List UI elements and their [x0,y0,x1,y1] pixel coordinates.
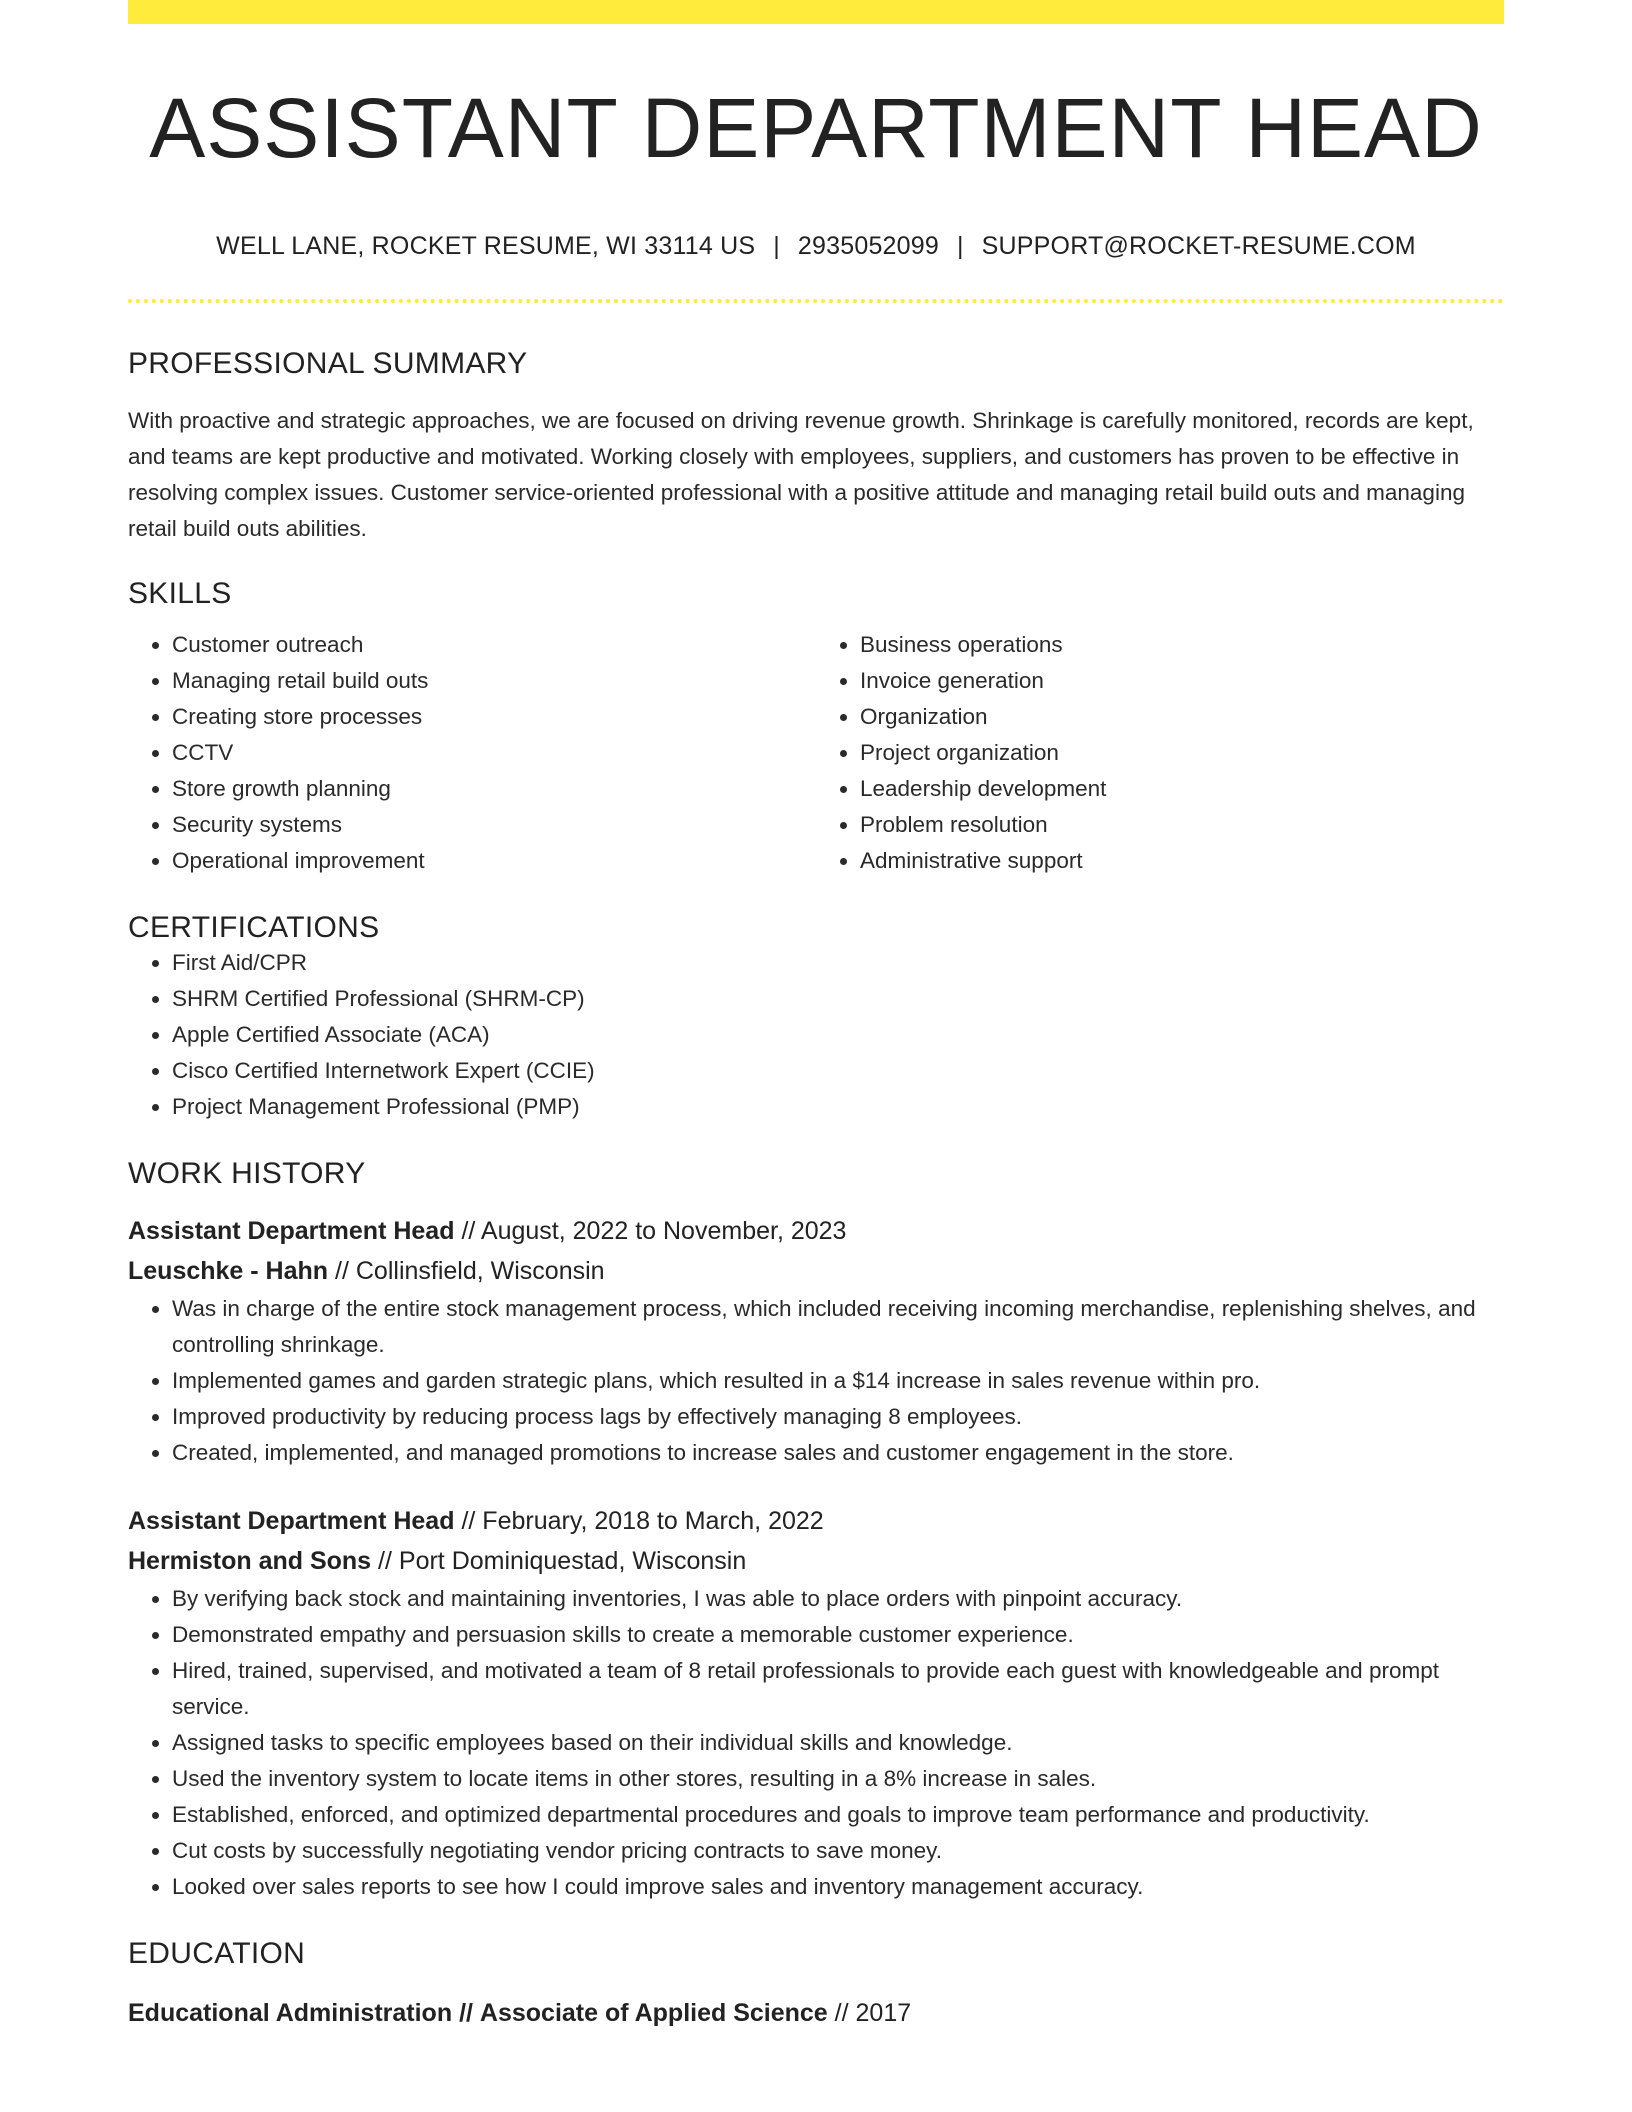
job-company: Leuschke - Hahn [128,1257,329,1286]
job-location: Collinsfield, Wisconsin [355,1257,605,1286]
skill-item: • Invoice generation [860,663,1504,699]
skill-item: • Business operations [860,627,1504,663]
resume-title: ASSISTANT DEPARTMENT HEAD [149,81,1483,175]
contact-phone: 2935052099 [797,232,939,261]
section-title-certifications: CERTIFICATIONS [128,911,380,945]
job-bullet: • Established, enforced, and optimized departmental procedures and goals to improve team performance and productivity. [172,1797,1504,1833]
skills-list-left [128,627,816,879]
job-bullets [128,1581,1504,1905]
job-role-line [128,1501,1504,1541]
certifications-list [128,945,1504,1125]
job-role: Assistant Department Head [128,1217,455,1246]
job-bullet: • Used the inventory system to locate items in other stores, resulting in a 8% increase in sales. [172,1761,1504,1797]
job-location: Port Dominiquestad, Wisconsin [398,1547,747,1576]
education-degree: Associate of Applied Science [479,1999,828,2028]
education-divider: // [834,1999,849,2028]
job-dates: February, 2018 to March, 2022 [482,1507,824,1536]
job-divider: // [335,1257,349,1286]
job-divider: // [378,1547,392,1576]
job-bullets [128,1291,1504,1471]
skill-item: • Customer outreach [172,627,816,663]
job-divider: // [461,1217,476,1246]
skill-item: • Security systems [172,807,816,843]
certification-item: • SHRM Certified Professional (SHRM-CP) [172,981,1504,1017]
contact-email: SUPPORT@ROCKET-RESUME.COM [981,232,1416,261]
job-bullet: • Improved productivity by reducing process lags by effectively managing 8 employees. [172,1399,1504,1435]
job-bullet: • Assigned tasks to specific employees based on their individual skills and knowledge. [172,1725,1504,1761]
certification-item: • First Aid/CPR [172,945,1504,981]
job-role: Assistant Department Head [128,1507,455,1536]
job-bullet: • Implemented games and garden strategic plans, which resulted in a $14 increase in sales revenue within pro. [172,1363,1504,1399]
skill-item: • Operational improvement [172,843,816,879]
skill-item: • Store growth planning [172,771,816,807]
skills-list-right [816,627,1504,879]
accent-top-bar [128,0,1504,24]
skill-item: • Organization [860,699,1504,735]
dotted-divider [128,299,1504,303]
job-bullet: • Was in charge of the entire stock management process, which included receiving incoming merchandise, replenishing shelves, and controlling shrinkage. [172,1291,1504,1363]
job-company: Hermiston and Sons [128,1547,372,1576]
skills-columns [128,627,1504,879]
job-bullet: • Looked over sales reports to see how I could improve sales and inventory management accuracy. [172,1869,1504,1905]
job-dates: August, 2022 to November, 2023 [480,1217,847,1246]
job-role-line [128,1211,1504,1251]
section-title-work-history: WORK HISTORY [128,1157,366,1191]
section-title-education: EDUCATION [128,1937,306,1971]
section-title-summary: PROFESSIONAL SUMMARY [128,347,528,381]
skill-item: • Administrative support [860,843,1504,879]
contact-separator: | [773,232,780,261]
certification-item: • Cisco Certified Internetwork Expert (CCIE) [172,1053,1504,1089]
skill-item: • Problem resolution [860,807,1504,843]
job-bullet: • Created, implemented, and managed promotions to increase sales and customer engagement in the store. [172,1435,1504,1471]
job-divider: // [461,1507,476,1536]
job-bullet: • By verifying back stock and maintaining inventories, I was able to place orders with pinpoint accuracy. [172,1581,1504,1617]
contact-address: WELL LANE, ROCKET RESUME, WI 33114 US [216,232,756,261]
job-company-line [128,1251,1504,1291]
job-entry [128,1211,1504,1471]
education-entry [128,1993,1504,2033]
job-bullet: • Demonstrated empathy and persuasion skills to create a memorable customer experience. [172,1617,1504,1653]
resume-page [128,0,1504,2033]
skill-item: • Project organization [860,735,1504,771]
certification-item: • Project Management Professional (PMP) [172,1089,1504,1125]
section-title-skills: SKILLS [128,577,232,611]
skill-item: • Managing retail build outs [172,663,816,699]
education-divider: // [459,1999,473,2028]
skill-item: • CCTV [172,735,816,771]
contact-line [128,232,1504,261]
job-company-line [128,1541,1504,1581]
contact-separator: | [956,232,964,261]
job-bullet: • Hired, trained, supervised, and motivated a team of 8 retail professionals to provide each guest with knowledgeable and prompt service. [172,1653,1504,1725]
education-year: 2017 [855,1999,912,2028]
skill-item: • Creating store processes [172,699,816,735]
summary-text: With proactive and strategic approaches, we are focused on driving revenue growth. Shrinkage is carefully monitored, records are kept, and teams are kept productive and motivated. Working closely with employees, suppliers, and customers has proven to be effective in resolving complex issues. Customer service-oriented professional with a positive attitude and managing retail build outs and managing retail build outs abilities. [128,408,1474,542]
certification-item: • Apple Certified Associate (ACA) [172,1017,1504,1053]
skill-item: • Leadership development [860,771,1504,807]
job-entry [128,1501,1504,1905]
job-bullet: • Cut costs by successfully negotiating vendor pricing contracts to save money. [172,1833,1504,1869]
education-field: Educational Administration [128,1999,453,2028]
